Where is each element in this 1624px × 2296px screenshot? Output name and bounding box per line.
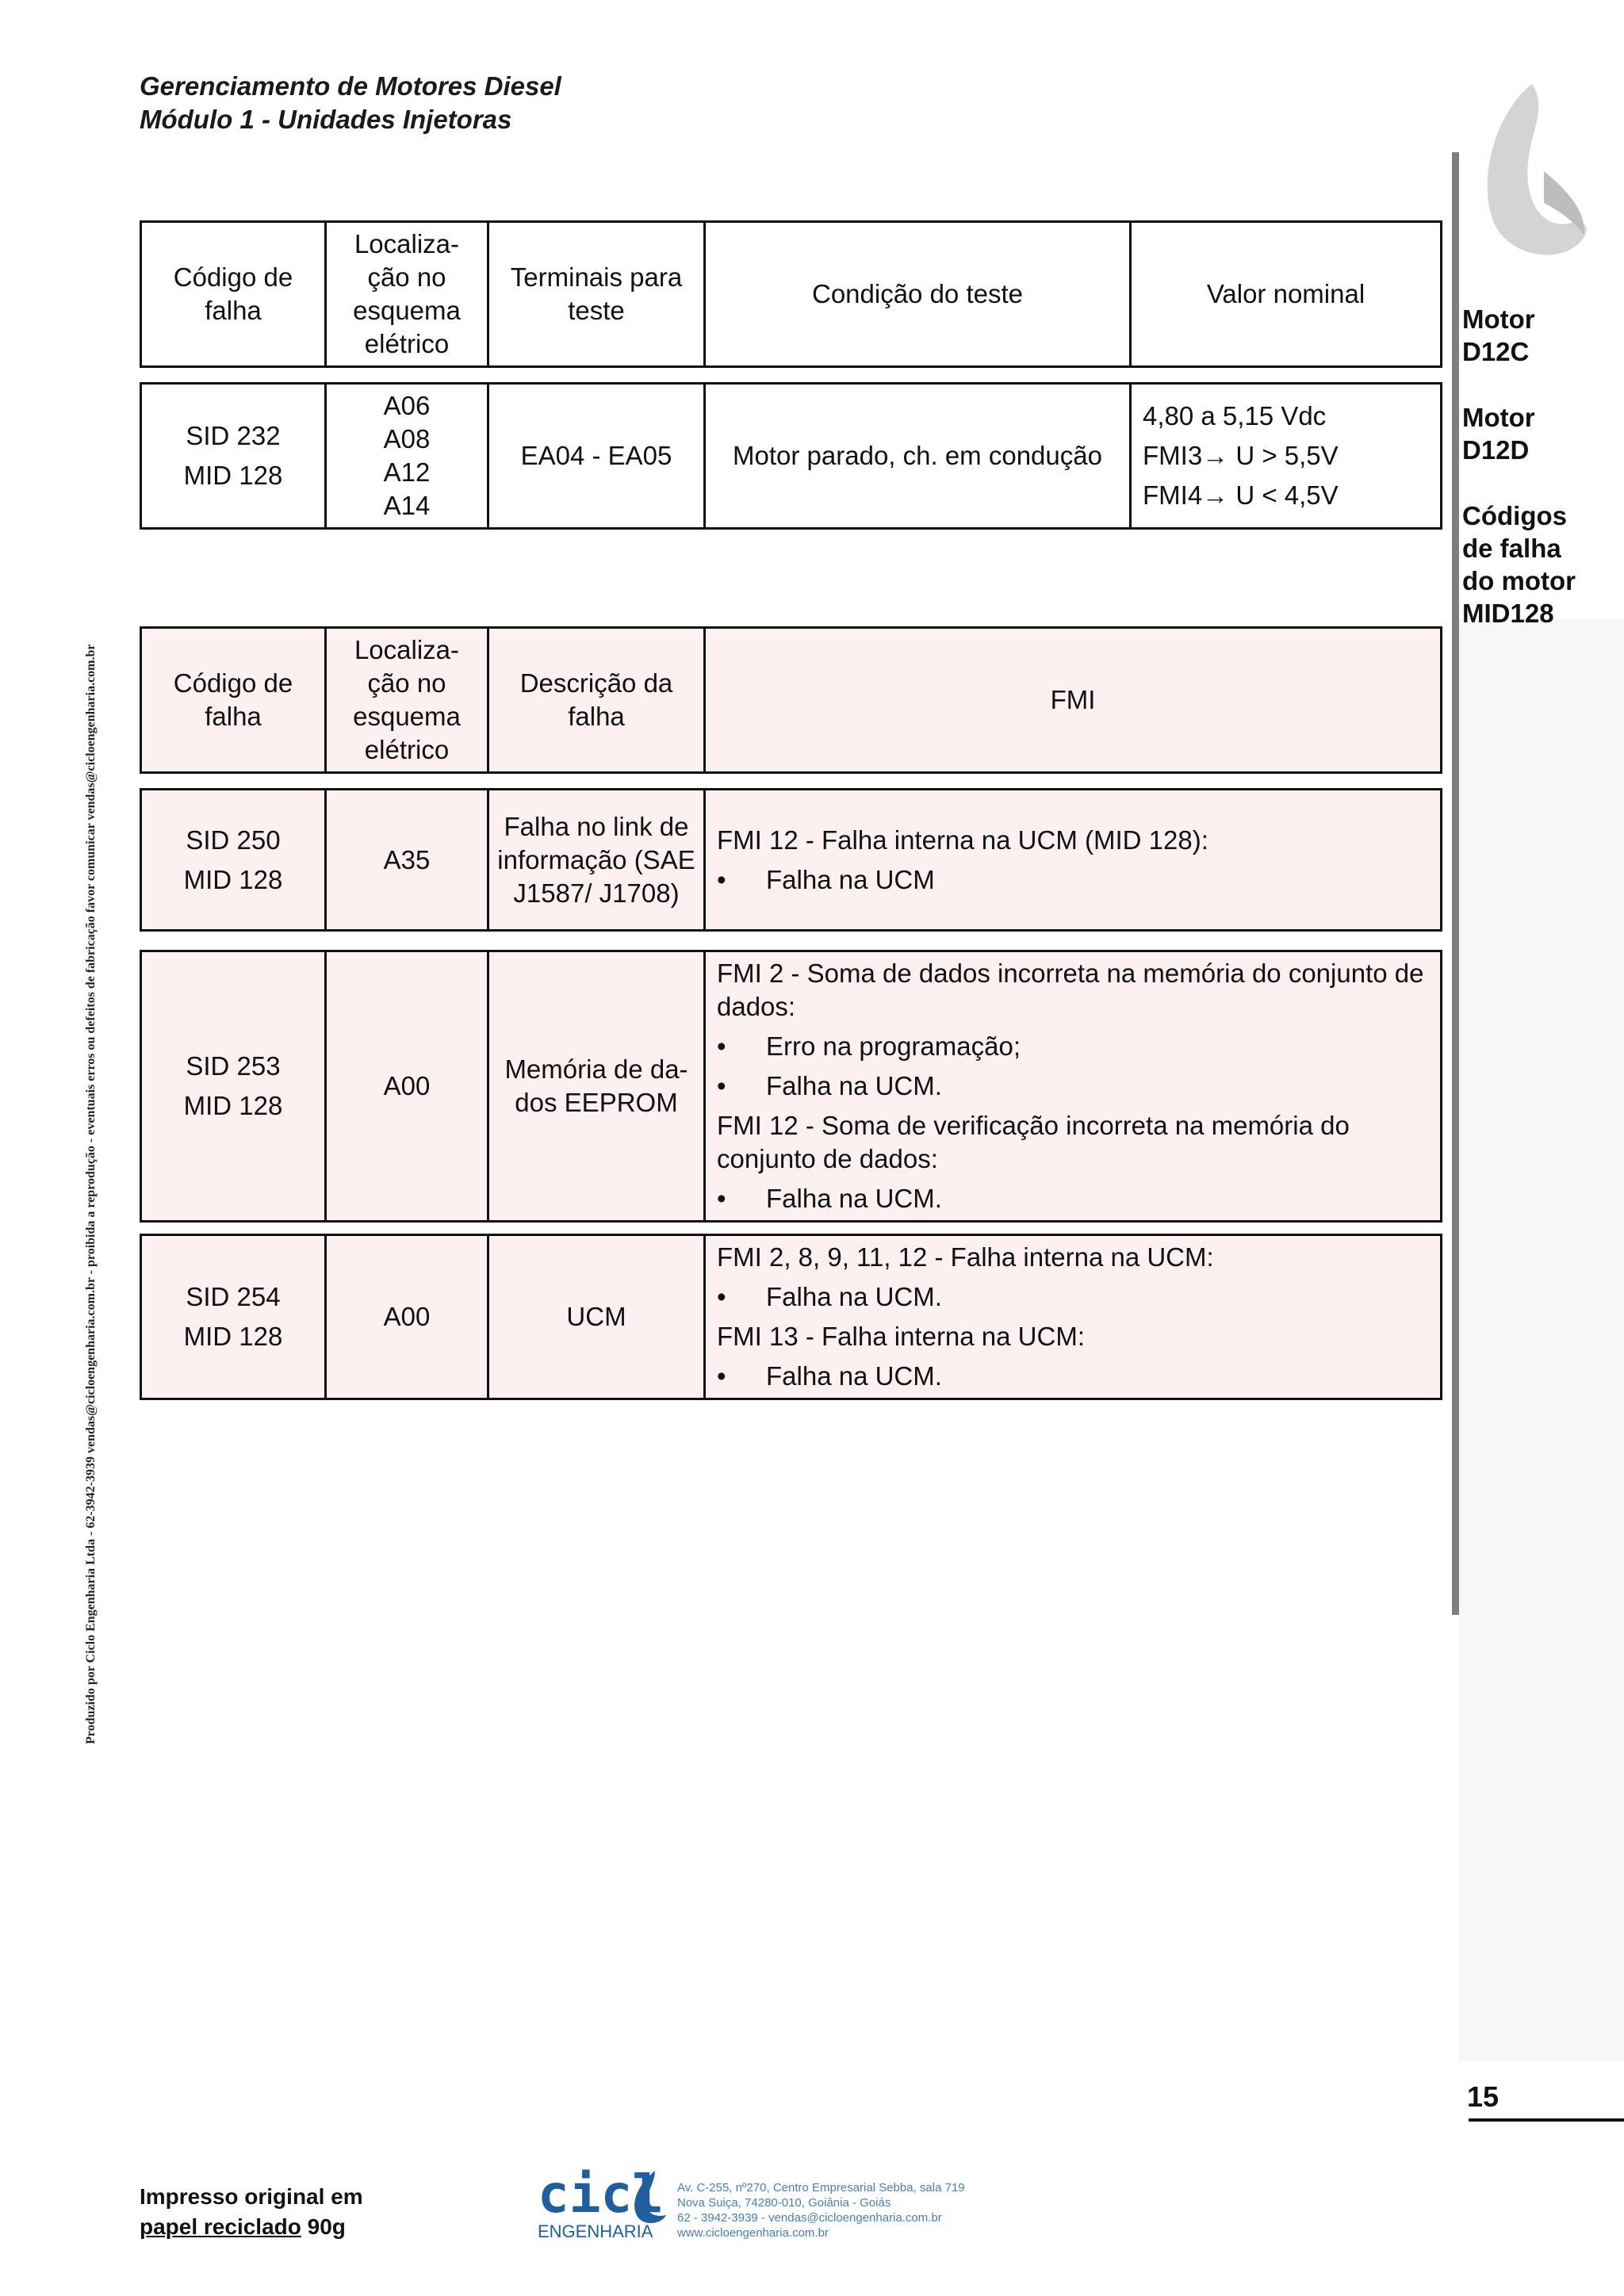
header-cell: Localiza-ção no esquema elétrico (326, 628, 488, 773)
table1-row (140, 382, 1442, 530)
page-number-rule (1469, 2118, 1624, 2122)
right-section-labels (1462, 303, 1621, 663)
fmi-cell: FMI 12 - Falha interna na UCM (MID 128): • Falha na UCM (705, 790, 1442, 931)
table1-header (140, 220, 1442, 368)
fmi-cell: FMI 2, 8, 9, 11, 12 - Falha interna na UCM: • Falha na UCM. FMI 13 - Falha interna na UCM: • Falha na UCM. (705, 1235, 1442, 1399)
header-cell: Terminais para teste (488, 222, 705, 367)
fault-code-cell: SID 250 MID 128 (141, 790, 326, 931)
header-cell: Localiza-ção no esquema elétrico (326, 222, 488, 367)
header-cell: Descrição da falha (488, 628, 705, 773)
table2-header (140, 626, 1442, 774)
document-header (140, 70, 561, 136)
footer-address: Av. C-255, nº270, Centro Empresarial Sebba, sala 719 Nova Suiça, 74280-010, Goiânia - Goiás 62 - 3942-3939 - vendas@cicloengenharia.com.br www.cicloengenharia.com.br (677, 2181, 965, 2240)
location-cell: A00 (326, 1235, 488, 1399)
drop-logo-icon (1469, 76, 1595, 274)
ciclo-logo-icon (536, 2166, 669, 2242)
description-cell: UCM (488, 1235, 705, 1399)
header-subtitle: Módulo 1 - Unidades Injetoras (140, 105, 512, 134)
logo-subtitle: ENGENHARIA (538, 2221, 653, 2241)
header-cell: FMI (705, 628, 1442, 773)
header-cell: Valor nominal (1131, 222, 1442, 367)
fault-code-cell: SID 253 MID 128 (141, 951, 326, 1222)
location-cell: A00 (326, 951, 488, 1222)
header-cell: Condição do teste (705, 222, 1131, 367)
nominal-value-cell: 4,80 a 5,15 Vdc FMI3→ U > 5,5V FMI4→ U < 4,5V (1131, 384, 1442, 529)
label-codigos-de-falha: Códigos de falha do motor MID128 (1462, 501, 1576, 628)
printed-note: Impresso original em papel reciclado 90g (140, 2184, 363, 2239)
description-cell: Memória de da-dos EEPROM (488, 951, 705, 1222)
side-copyright-text: Produzido por Ciclo Engenharia Ltda - 62-3942-3939 vendas@cicloengenharia.com.br - proibida a reprodução - eventuais erros ou defeitos de fabricação favor comunicar vendas@cicloengenharia.com.br (84, 644, 98, 1744)
page-number: 15 (1467, 2080, 1500, 2113)
table2-row-sid253 (140, 950, 1442, 1223)
label-motor-d12c: Motor D12C (1462, 304, 1535, 366)
location-cell: A06 A08 A12 A14 (326, 384, 488, 529)
header-title: Gerenciamento de Motores Diesel (140, 71, 561, 101)
right-panel-background (1459, 618, 1624, 2061)
table2-row-sid254 (140, 1234, 1442, 1400)
fault-code-cell: SID 232 MID 128 (141, 384, 326, 529)
table2-row-sid250 (140, 788, 1442, 932)
right-vertical-rule (1452, 152, 1459, 1615)
label-motor-d12d: Motor D12D (1462, 403, 1535, 465)
header-cell: Código de falha (141, 628, 326, 773)
fault-code-cell: SID 254 MID 128 (141, 1235, 326, 1399)
condition-cell: Motor parado, ch. em condução (705, 384, 1131, 529)
logo-wordmark: cicl (538, 2166, 664, 2225)
location-cell: A35 (326, 790, 488, 931)
description-cell: Falha no link de informação (SAE J1587/ J1708) (488, 790, 705, 931)
fmi-cell: FMI 2 - Soma de dados incorreta na memória do conjunto de dados: • Erro na programação; • Falha na UCM. FMI 12 - Soma de verificação incorreta na memória do conjunto de dados: • Falha na UCM. (705, 951, 1442, 1222)
header-cell: Código de falha (141, 222, 326, 367)
terminals-cell: EA04 - EA05 (488, 384, 705, 529)
